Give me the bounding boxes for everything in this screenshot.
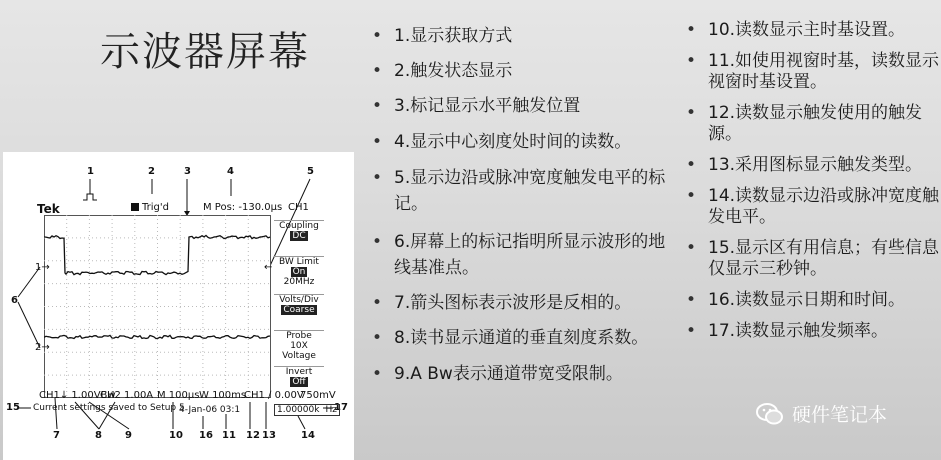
oscilloscope-figure <box>3 152 354 460</box>
callout-5: 5 <box>307 166 314 177</box>
ch1-ground-marker: 1→ <box>35 262 50 273</box>
list-item: • 1.显示获取方式 <box>372 26 672 47</box>
list-item: • 4.显示中心刻度处时间的读数。 <box>372 132 672 153</box>
bw-limit-label: BW Limit <box>279 257 319 267</box>
probe-type: Voltage <box>282 351 316 361</box>
list-item: • 10.读数显示主时基设置。 <box>686 20 940 41</box>
trigger-source-readout: CH1 ∕ 0.00V <box>244 390 304 401</box>
invert-label: Invert <box>285 367 313 377</box>
probe-menu[interactable] <box>274 330 324 365</box>
trigger-frequency-value: 1.00000k <box>277 405 320 415</box>
callout-9: 9 <box>125 430 132 441</box>
callout-13: 13 <box>262 430 276 441</box>
list-item: • 12.读数显示触发使用的触发源。 <box>686 103 940 145</box>
volts-div-menu[interactable] <box>274 294 324 329</box>
trigger-level-readout: 750mV <box>300 390 336 401</box>
callout-12: 12 <box>246 430 260 441</box>
ch1-scale-readout: CH1↓ 1.00VBw <box>39 390 116 401</box>
callout-8: 8 <box>95 430 102 441</box>
watermark-text: 硬件笔记本 <box>792 404 888 426</box>
watermark <box>756 400 887 427</box>
callout-14: 14 <box>301 430 315 441</box>
callout-16: 16 <box>199 430 213 441</box>
info-message: Current settings saved to Setup 5 <box>33 403 185 413</box>
list-item: • 17.读数显示触发频率。 <box>686 321 940 342</box>
list-item: • 6.屏幕上的标记指明所显示波形的地线基准点。 <box>372 229 672 281</box>
page-title: 示波器屏幕 <box>100 29 310 75</box>
ch2-ground-marker: 2→ <box>35 342 50 353</box>
callout-17: 17 <box>334 402 348 413</box>
trigger-frequency-readout <box>274 404 340 416</box>
bw-limit-value: On <box>292 267 306 277</box>
date-time-readout: 4-Jan-06 03:1 <box>179 405 241 415</box>
trigger-status-text: Trig'd <box>142 202 169 213</box>
main-position-readout: M Pos: -130.0µs <box>203 202 283 213</box>
main-timebase-readout: M 100µs <box>157 390 200 401</box>
window-timebase-readout: W 100ms <box>199 390 247 401</box>
bw-limit-freq: 20MHz <box>283 277 315 287</box>
wechat-icon <box>756 402 784 426</box>
callout-11: 11 <box>222 430 236 441</box>
list-item: • 14.读数显示边沿或脉冲宽度触发电平。 <box>686 186 940 228</box>
callout-4: 4 <box>227 166 234 177</box>
volts-div-value: Coarse <box>283 305 315 315</box>
trigger-status-icon <box>131 203 139 211</box>
brand-logo: Tek <box>37 202 60 216</box>
list-item: • 3.标记显示水平触发位置 <box>372 96 672 117</box>
list-item: • 13.采用图标显示触发类型。 <box>686 155 940 176</box>
list-item: • 11.如使用视窗时基，读数显示视窗时基设置。 <box>686 51 940 93</box>
coupling-value: DC <box>292 231 306 241</box>
probe-label: Probe <box>286 331 312 341</box>
invert-value: Off <box>292 377 306 387</box>
callout-1: 1 <box>87 166 94 177</box>
list-item: • 16.读数显示日期和时间。 <box>686 290 940 311</box>
list-item: • 15.显示区有用信息；有些信息仅显示三秒钟。 <box>686 238 940 280</box>
trigger-status <box>131 202 169 213</box>
volts-div-label: Volts/Div <box>279 295 319 305</box>
callout-6: 6 <box>11 295 18 306</box>
list-item: • 8.读书显示通道的垂直刻度系数。 <box>372 328 672 349</box>
list-item: • 7.箭头图标表示波形是反相的。 <box>372 293 672 314</box>
callout-7: 7 <box>53 430 60 441</box>
list-item: • 9.A Bw表示通道带宽受限制。 <box>372 364 672 385</box>
probe-attenuation: 10X <box>290 341 308 351</box>
callout-3: 3 <box>184 166 191 177</box>
callout-10: 10 <box>169 430 183 441</box>
waveform-graticule <box>44 215 271 398</box>
ch2-scale-readout: CH2 1.00A <box>100 390 154 401</box>
coupling-menu[interactable] <box>274 220 324 255</box>
list-item: • 2.触发状态显示 <box>372 61 672 82</box>
coupling-label: Coupling <box>279 221 319 231</box>
feature-list-right <box>686 20 940 342</box>
callout-2: 2 <box>148 166 155 177</box>
trigger-frequency-unit: Hz <box>325 405 337 415</box>
channel-menu-title: CH1 <box>288 202 309 213</box>
list-item: • 5.显示边沿或脉冲宽度触发电平的标记。 <box>372 165 672 217</box>
callout-15: 15 <box>6 402 20 413</box>
trigger-level-marker: ← <box>264 262 273 273</box>
feature-list-middle <box>372 26 672 385</box>
bw-limit-menu[interactable] <box>274 256 324 293</box>
